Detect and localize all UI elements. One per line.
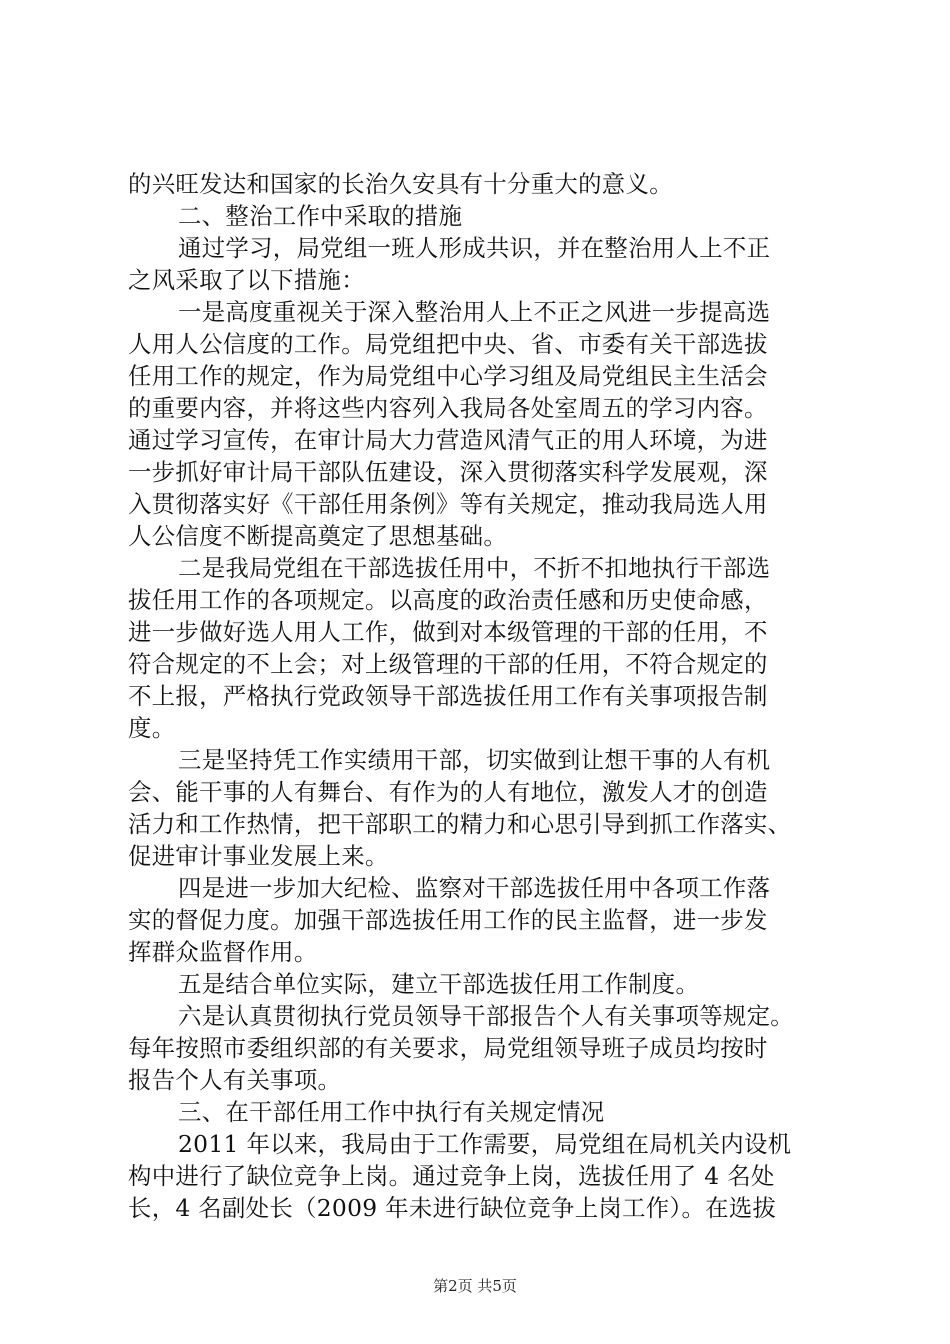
text-line: 拔任用工作的各项规定。以高度的政治责任感和历史使命感， — [128, 586, 768, 614]
text-line: 三、在干部任用工作中执行有关规定情况 — [178, 1098, 605, 1126]
text-line: 每年按照市委组织部的有关要求，局党组领导班子成员均按时 — [128, 1034, 768, 1062]
text-line: 进一步做好选人用人工作，做到对本级管理的干部的任用，不 — [128, 618, 768, 646]
text-line: 通过学习宣传，在审计局大力营造风清气正的用人环境，为进 — [128, 426, 768, 454]
text-line: 二、整治工作中采取的措施 — [178, 202, 463, 230]
text-line: 符合规定的不上会；对上级管理的干部的任用，不符合规定的 — [128, 650, 768, 678]
text-line: 人用人公信度的工作。局党组把中央、省、市委有关干部选拔 — [128, 330, 768, 358]
text-line: 一是高度重视关于深入整治用人上不正之风进一步提高选 — [178, 298, 771, 326]
text-line: 二是我局党组在干部选拔任用中，不折不扣地执行干部选 — [178, 554, 771, 582]
text-line: 会、能干事的人有舞台、有作为的人有地位，激发人才的创造 — [128, 778, 768, 806]
text-line: 人公信度不断提高奠定了思想基础。 — [128, 522, 508, 550]
text-line: 不上报，严格执行党政领导干部选拔任用工作有关事项报告制 — [128, 682, 768, 710]
document-body — [128, 168, 840, 1224]
text-line: 实的督促力度。加强干部选拔任用工作的民主监督，进一步发 — [128, 906, 768, 934]
text-line: 2011 年以来，我局由于工作需要，局党组在局机关内设机 — [178, 1130, 792, 1158]
text-line: 的重要内容，并将这些内容列入我局各处室周五的学习内容。 — [128, 394, 768, 422]
text-line: 的兴旺发达和国家的长治久安具有十分重大的意义。 — [128, 170, 673, 198]
text-line: 四是进一步加大纪检、监察对干部选拔任用中各项工作落 — [178, 874, 771, 902]
text-line: 五是结合单位实际，建立干部选拔任用工作制度。 — [178, 970, 700, 998]
text-line: 促进审计事业发展上来。 — [128, 842, 389, 870]
text-line: 之风采取了以下措施： — [128, 266, 365, 294]
page-footer: 第2页 共5页 — [433, 1277, 517, 1295]
text-line: 构中进行了缺位竞争上岗。通过竞争上岗，选拔任用了 4 名处 — [128, 1162, 775, 1190]
text-line: 度。 — [128, 714, 176, 742]
text-line: 一步抓好审计局干部队伍建设，深入贯彻落实科学发展观，深 — [128, 458, 768, 486]
text-line: 报告个人有关事项。 — [128, 1066, 342, 1094]
text-line: 任用工作的规定，作为局党组中心学习组及局党组民主生活会 — [128, 362, 768, 390]
text-line: 入贯彻落实好《干部任用条例》等有关规定，推动我局选人用 — [128, 490, 768, 518]
text-line: 六是认真贯彻执行党员领导干部报告个人有关事项等规定。 — [178, 1002, 794, 1030]
text-line: 活力和工作热情，把干部职工的精力和心思引导到抓工作落实、 — [128, 810, 792, 838]
text-line: 挥群众监督作用。 — [128, 938, 318, 966]
text-line: 长，4 名副处长（2009 年未进行缺位竞争上岗工作）。在选拔 — [128, 1194, 777, 1222]
text-line: 通过学习，局党组一班人形成共识，并在整治用人上不正 — [178, 234, 771, 262]
text-line: 三是坚持凭工作实绩用干部，切实做到让想干事的人有机 — [178, 746, 771, 774]
